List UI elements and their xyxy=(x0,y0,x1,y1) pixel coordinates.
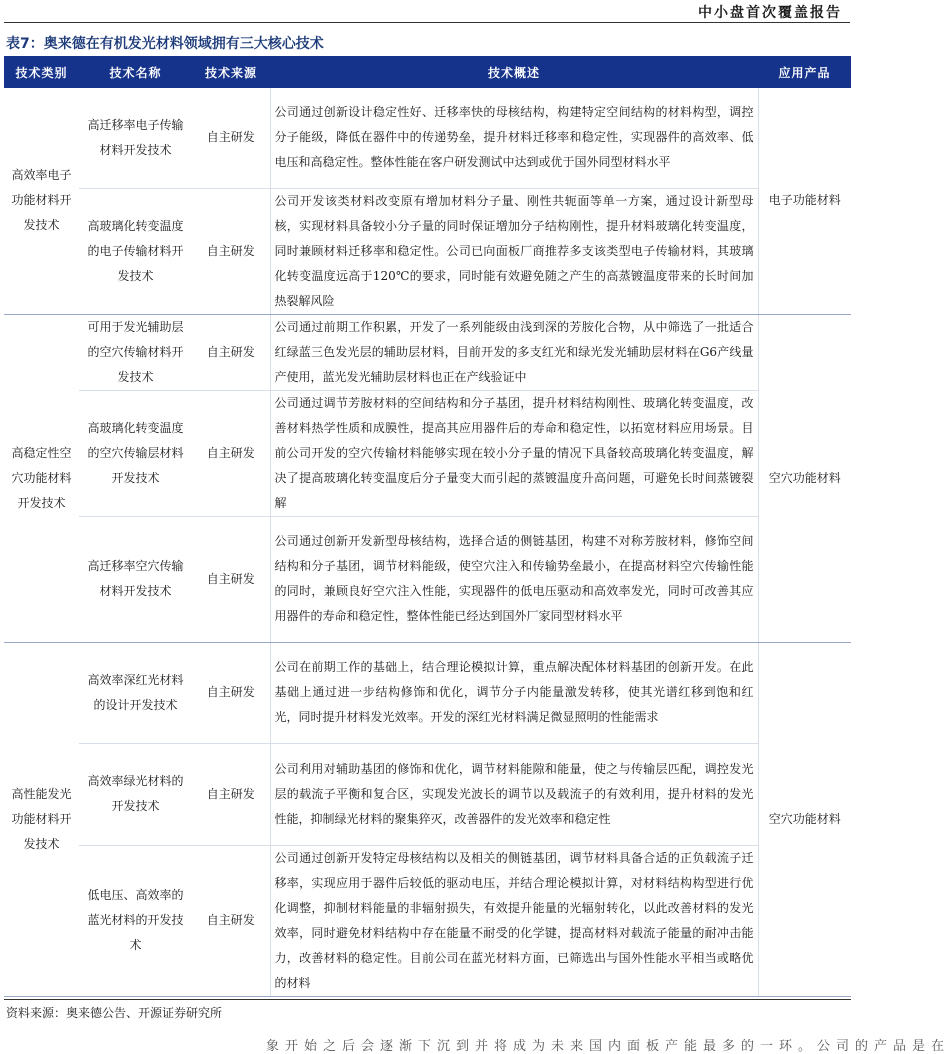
tech-name-cell: 高效率深红光材料的设计开发技术 xyxy=(79,642,192,743)
tech-source-cell: 自主研发 xyxy=(192,516,270,642)
table-title: 表7：奥来德在有机发光材料领域拥有三大核心技术 xyxy=(6,36,324,52)
header-category: 技术类别 xyxy=(4,56,79,88)
tech-source-cell: 自主研发 xyxy=(192,390,270,516)
table-row xyxy=(4,516,851,642)
table-row xyxy=(4,188,851,314)
category-cell: 高稳定性空穴功能材料开发技术 xyxy=(4,314,79,642)
body-text-cutoff: 象开始之后会逐渐下沉到并将成为未来国内面板产能最多的一环。公司的产品是在 xyxy=(266,1039,950,1054)
table-header-row xyxy=(4,56,851,88)
product-cell: 空穴功能材料 xyxy=(758,314,851,642)
tech-description-cell: 公司通过前期工作积累，开发了一系列能级由浅到深的芳胺化合物，从中筛选了一批适合红绿蓝三色发光层的辅助层材料，目前开发的多支红光和绿光发光辅助层材料在G6产线量产使用，蓝光发光辅助层材料也正在产线验证中 xyxy=(270,314,758,390)
tech-source-cell: 自主研发 xyxy=(192,845,270,996)
header-product: 应用产品 xyxy=(758,56,851,88)
tech-name-cell: 高迁移率空穴传输材料开发技术 xyxy=(79,516,192,642)
tech-source-cell: 自主研发 xyxy=(192,642,270,743)
table-row xyxy=(4,390,851,516)
tech-name-cell: 高效率绿光材料的开发技术 xyxy=(79,743,192,845)
tech-description-cell: 公司通过调节芳胺材料的空间结构和分子基团，提升材料结构刚性、玻璃化转变温度，改善材料热学性质和成膜性，提高其应用器件后的寿命和稳定性，以拓宽材料应用场景。目前公司开发的空穴传输材料能够实现在较小分子量的情况下具备较高玻璃化转变温度，解决了提高玻璃化转变温度后分子量变大而引起的蒸镀温度升高问题，可避免长时间蒸镀裂解 xyxy=(270,390,758,516)
tech-name-cell: 可用于发光辅助层的空穴传输材料开发技术 xyxy=(79,314,192,390)
tech-name-cell: 高迁移率电子传输材料开发技术 xyxy=(79,88,192,188)
tech-source-cell: 自主研发 xyxy=(192,314,270,390)
tech-description-cell: 公司通过创新设计稳定性好、迁移率快的母核结构，构建特定空间结构的材料构型，调控分子能级，降低在器件中的传递势垒，提升材料迁移率和稳定性，实现器件的高效率、低电压和高稳定性。整体性能在客户研发测试中达到或优于国外同型材料水平 xyxy=(270,88,758,188)
tech-source-cell: 自主研发 xyxy=(192,88,270,188)
tech-description-cell: 公司通过创新开发特定母核结构以及相关的侧链基团，调节材料具备合适的正负载流子迁移率，实现应用于器件后较低的驱动电压，并结合理论模拟计算，对材料结构构型进行优化调整，抑制材料能量的非辐射损失，有效提升能量的光辐射转化，以此改善材料的发光效率，同时避免材料结构中存在能量不耐受的化学键，提高材料对载流子能量的耐冲击能力，改善材料的稳定性。目前公司在蓝光材料方面，已筛选出与国外性能水平相当或略优的材料 xyxy=(270,845,758,996)
tech-source-cell: 自主研发 xyxy=(192,743,270,845)
tech-name-cell: 高玻璃化转变温度的电子传输材料开发技术 xyxy=(79,188,192,314)
product-cell: 空穴功能材料 xyxy=(758,642,851,996)
table-row xyxy=(4,642,851,743)
tech-description-cell: 公司利用对辅助基团的修饰和优化，调节材料能隙和能量，使之与传输层匹配，调控发光层的载流子平衡和复合区，实现发光波长的调节以及载流子的有效利用，提升材料的发光性能，抑制绿光材料的聚集猝灭，改善器件的发光效率和稳定性 xyxy=(270,743,758,845)
header-description: 技术概述 xyxy=(270,56,758,88)
report-type-label: 中小盘首次覆盖报告 xyxy=(698,5,842,21)
header-name: 技术名称 xyxy=(79,56,192,88)
tech-name-cell: 低电压、高效率的蓝光材料的开发技术 xyxy=(79,845,192,996)
tech-description-cell: 公司在前期工作的基础上，结合理论模拟计算，重点解决配体材料基团的创新开发。在此基础上通过进一步结构修饰和优化，调节分子内能量激发转移，使其光谱红移到饱和红光，同时提升材料发光效率。开发的深红光材料满足微显照明的性能需求 xyxy=(270,642,758,743)
table-row xyxy=(4,845,851,996)
tech-description-cell: 公司开发该类材料改变原有增加材料分子量、刚性共轭面等单一方案，通过设计新型母核，实现材料具备较小分子量的同时保证增加分子结构刚性，提升材料玻璃化转变温度，同时兼顾材料迁移率和稳定性。公司已向面板厂商推荐多支该类型电子传输材料，其玻璃化转变温度远高于120℃的要求，同时能有效避免随之产生的高蒸镀温度带来的长时间加热裂解风险 xyxy=(270,188,758,314)
table-row xyxy=(4,314,851,390)
table-bottom-rule xyxy=(4,999,851,1000)
source-note: 资料来源：奥来德公告、开源证券研究所 xyxy=(6,1006,223,1020)
product-cell: 电子功能材料 xyxy=(758,88,851,314)
header-rule xyxy=(4,22,850,23)
core-technology-table xyxy=(4,56,851,997)
tech-source-cell: 自主研发 xyxy=(192,188,270,314)
category-cell: 高效率电子功能材料开发技术 xyxy=(4,88,79,314)
tech-name-cell: 高玻璃化转变温度的空穴传输层材料开发技术 xyxy=(79,390,192,516)
table-row xyxy=(4,743,851,845)
table-row xyxy=(4,88,851,188)
category-cell: 高性能发光功能材料开发技术 xyxy=(4,642,79,996)
tech-description-cell: 公司通过创新开发新型母核结构，选择合适的侧链基团，构建不对称芳胺材料，修饰空间结构和分子基团，调节材料能级，使空穴注入和传输势垒最小，在提高材料空穴传输性能的同时，兼顾良好空穴注入性能，实现器件的低电压驱动和高效率发光，同时可改善其应用器件的寿命和稳定性，整体性能已经达到国外厂家同型材料水平 xyxy=(270,516,758,642)
header-source: 技术来源 xyxy=(192,56,270,88)
